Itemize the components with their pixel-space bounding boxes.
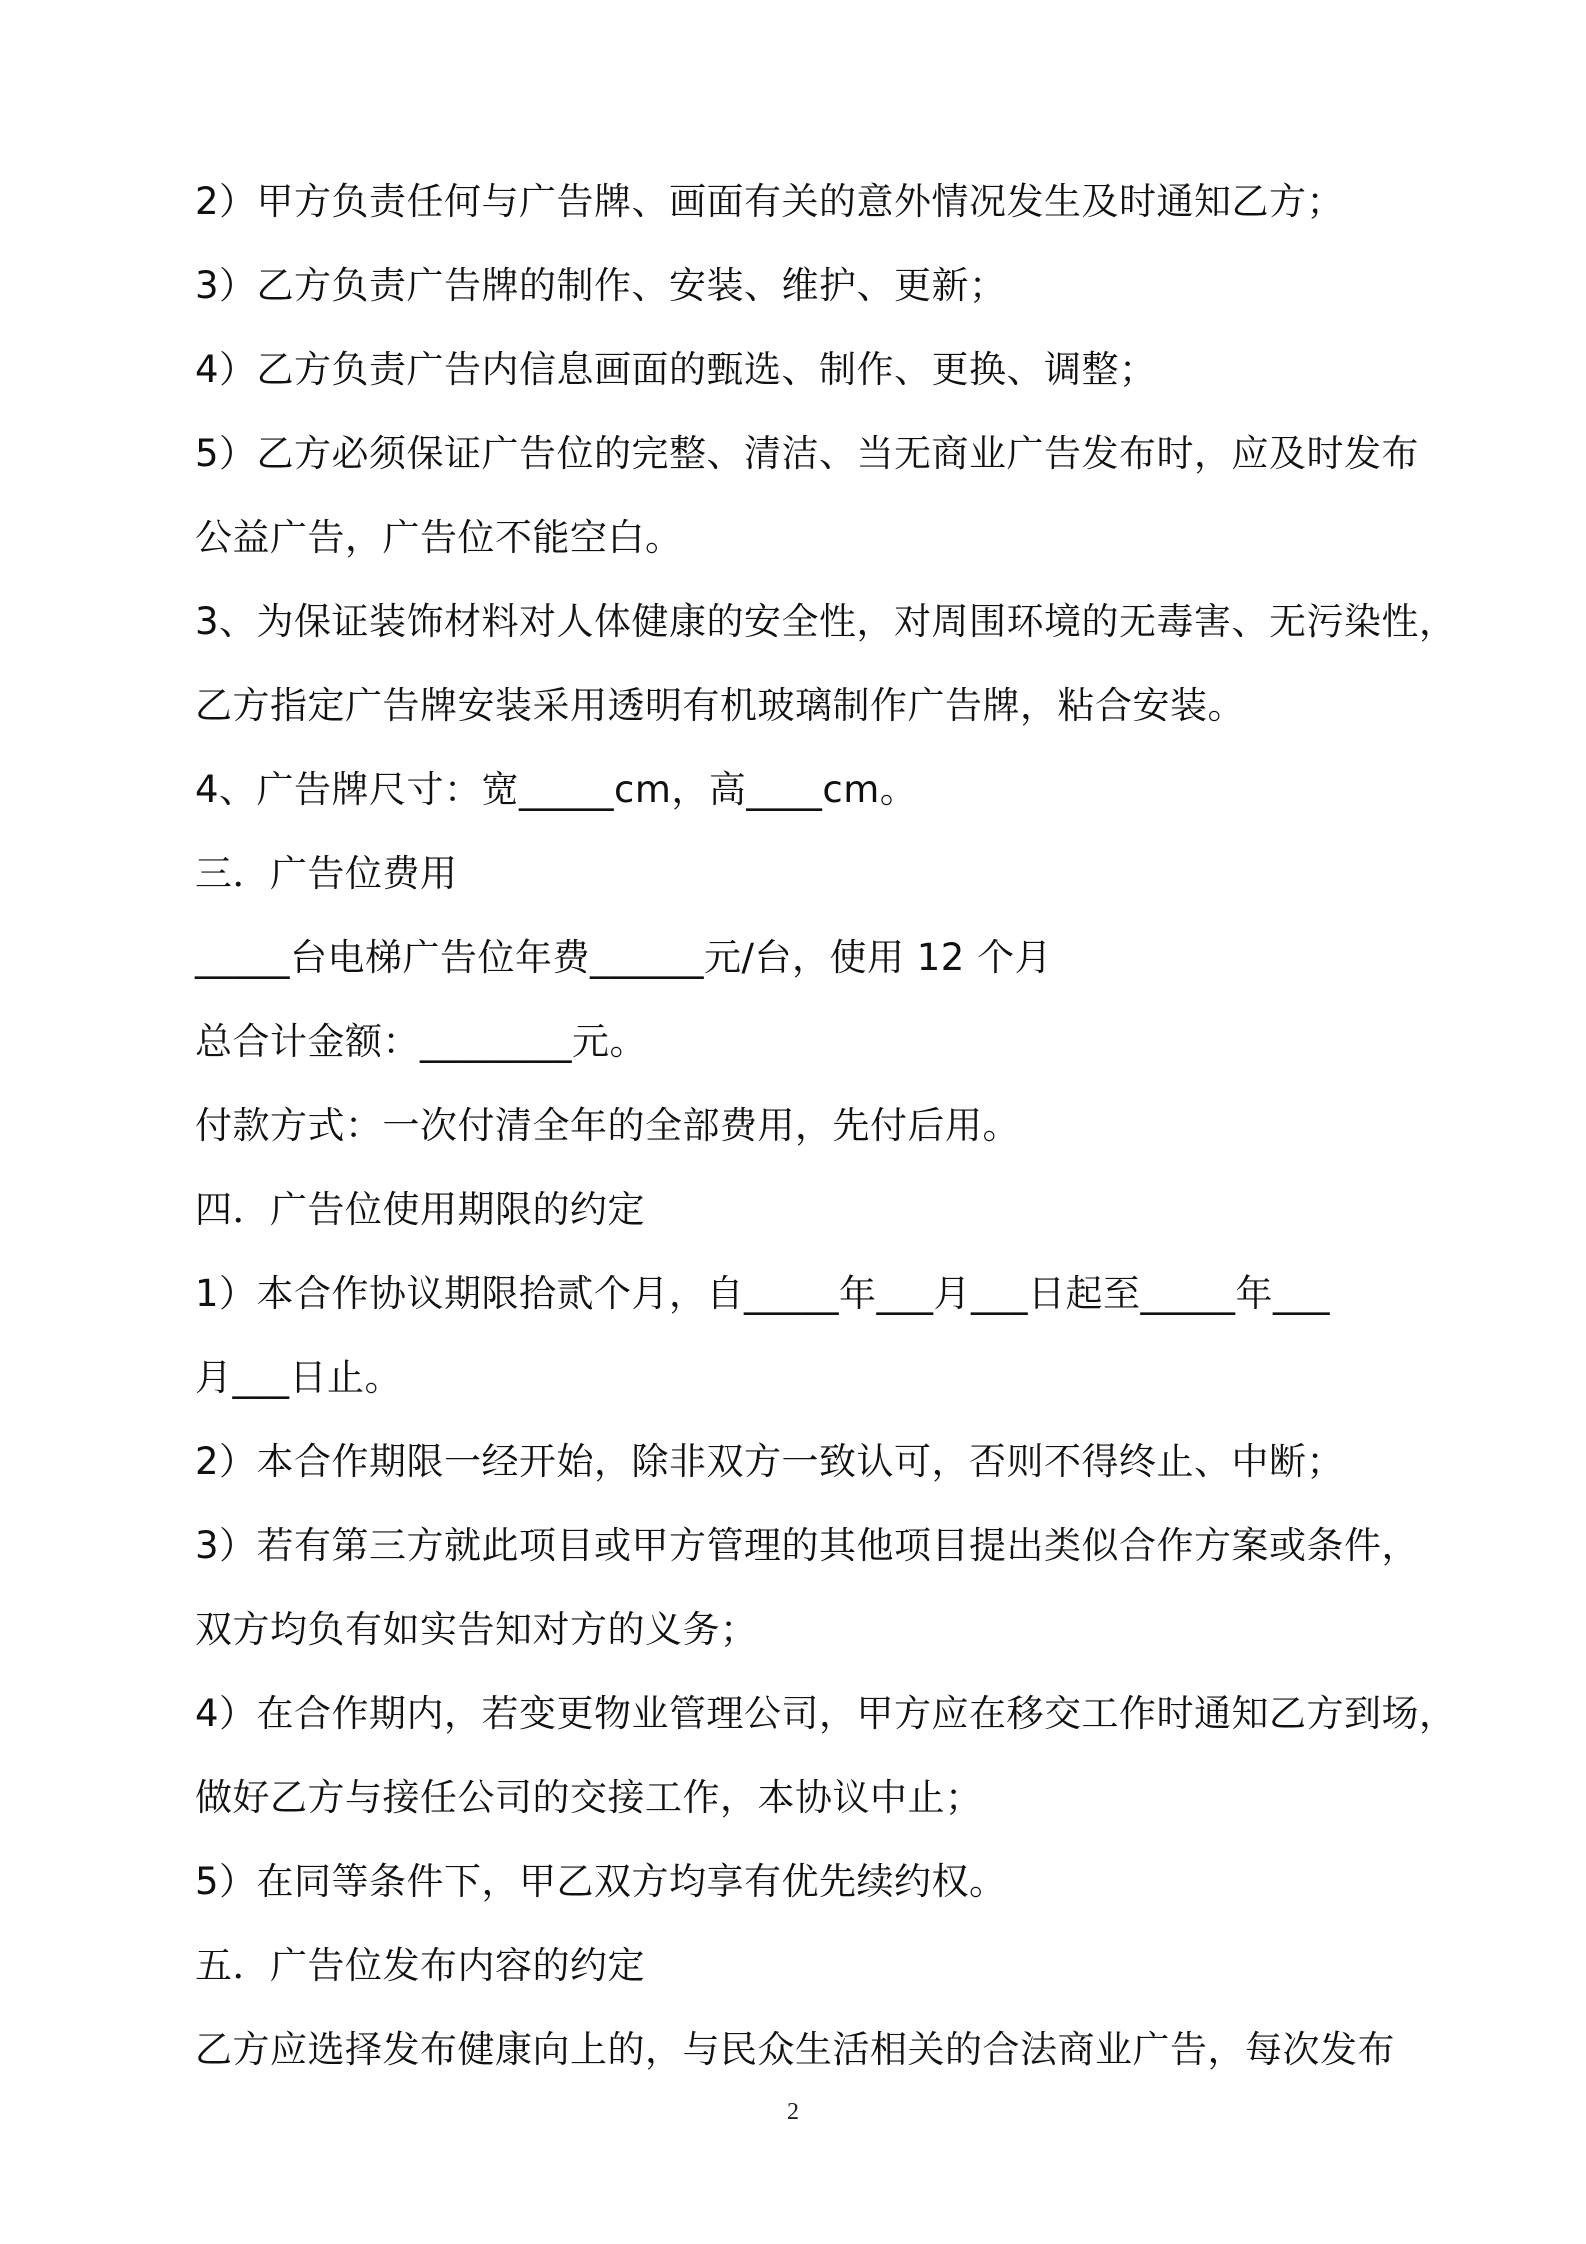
text-line: _____台电梯广告位年费______元/台，使用 12 个月 [195, 936, 1053, 979]
text-line: 月___日止。 [195, 1356, 402, 1399]
text-line: 双方均负有如实告知对方的义务； [195, 1608, 758, 1651]
text-line: 乙方指定广告牌安装采用透明有机玻璃制作广告牌，粘合安装。 [195, 684, 1245, 727]
text-line: 做好乙方与接任公司的交接工作，本协议中止； [195, 1776, 983, 1819]
text-line: 1）本合作协议期限拾贰个月，自_____年___月___日起至_____年___ [195, 1272, 1331, 1315]
text-line: 4）乙方负责广告内信息画面的甄选、制作、更换、调整； [195, 348, 1157, 391]
text-line: 3）乙方负责广告牌的制作、安装、维护、更新； [195, 264, 1007, 307]
text-line: 5）乙方必须保证广告位的完整、清洁、当无商业广告发布时，应及时发布 [195, 432, 1420, 475]
text-line: 3）若有第三方就此项目或甲方管理的其他项目提出类似合作方案或条件， [195, 1524, 1420, 1567]
text-line: 2）本合作期限一经开始，除非双方一致认可，否则不得终止、中断； [195, 1440, 1345, 1483]
section-heading: 五．广告位发布内容的约定 [195, 1944, 645, 1987]
text-line: 5）在同等条件下，甲乙双方均享有优先续约权。 [195, 1860, 1007, 1903]
section-heading: 四．广告位使用期限的约定 [195, 1188, 645, 1231]
text-line: 乙方应选择发布健康向上的，与民众生活相关的合法商业广告，每次发布 [195, 2028, 1395, 2071]
text-line: 3、为保证装饰材料对人体健康的安全性，对周围环境的无毒害、无污染性， [195, 600, 1457, 643]
text-line: 付款方式：一次付清全年的全部费用，先付后用。 [195, 1104, 1020, 1147]
text-line: 4、广告牌尺寸：宽_____cm，高____cm。 [195, 768, 918, 811]
section-heading: 三．广告位费用 [195, 852, 458, 895]
page-number: 2 [787, 2099, 799, 2125]
text-line: 4）在合作期内，若变更物业管理公司，甲方应在移交工作时通知乙方到场， [195, 1692, 1457, 1735]
text-line: 公益广告，广告位不能空白。 [195, 516, 683, 559]
text-line: 总合计金额：________元。 [195, 1020, 647, 1063]
text-line: 2）甲方负责任何与广告牌、画面有关的意外情况发生及时通知乙方； [195, 180, 1345, 223]
